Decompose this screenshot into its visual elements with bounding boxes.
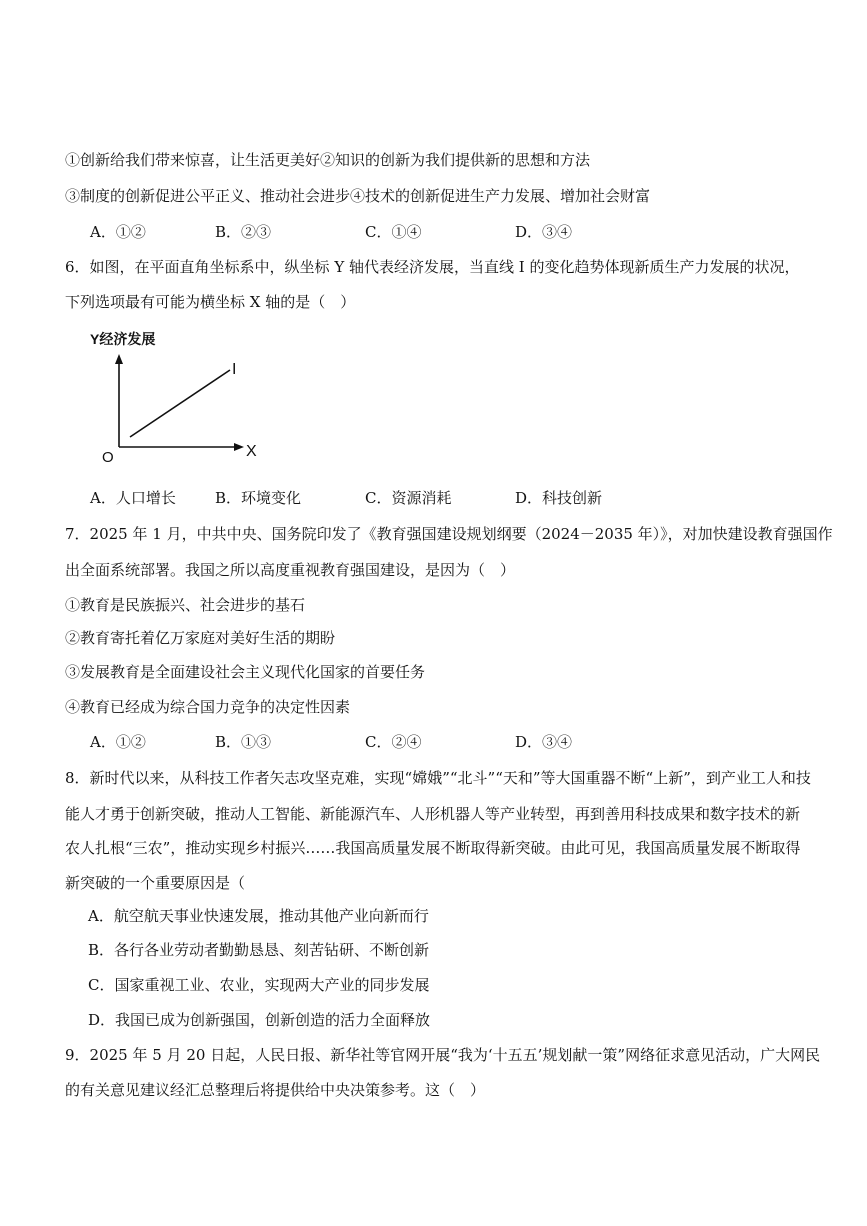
q7-option-c[interactable]: C．②④	[365, 733, 422, 751]
origin-label: O	[102, 449, 114, 466]
q5-option-b[interactable]: B．②③	[215, 223, 272, 241]
q6-option-c[interactable]: C．资源消耗	[365, 489, 452, 507]
q5-option-a[interactable]: A．①②	[90, 223, 146, 241]
q8-option-c[interactable]: C．国家重视工业、农业，实现两大产业的同步发展	[88, 976, 430, 994]
q6-stem-2: 下列选项最有可能为横坐标 X 轴的是（ ）	[65, 293, 356, 311]
q9-stem-2: 的有关意见建议经汇总整理后将提供给中央决策参考。这（ ）	[65, 1081, 486, 1099]
y-axis-arrow	[115, 354, 123, 364]
q8-stem-2: 能人才勇于创新突破，推动人工智能、新能源汽车、人形机器人等产业转型，再到善用科技成果和数字技术的新	[65, 805, 801, 823]
x-axis-label: X	[246, 443, 257, 460]
coordinate-graph	[82, 322, 282, 472]
line-i-label: I	[232, 361, 237, 378]
x-axis-arrow	[234, 443, 244, 451]
q7-option-b[interactable]: B．①③	[215, 733, 272, 751]
q6-coordinate-figure	[82, 322, 282, 472]
q5-option-c[interactable]: C．①④	[365, 223, 422, 241]
q5-statement-2: ③制度的创新促进公平正义、推动社会进步④技术的创新促进生产力发展、增加社会财富	[65, 187, 651, 205]
q9-stem-1: 9．2025 年 5 月 20 日起，人民日报、新华社等官网开展“我为‘十五五’规划献一策”网络征求意见活动，广大网民	[65, 1046, 821, 1064]
q7-stem-2: 出全面系统部署。我国之所以高度重视教育强国建设，是因为（ ）	[65, 561, 516, 579]
q6-stem-1: 6．如图，在平面直角坐标系中，纵坐标 Y 轴代表经济发展，当直线 I 的变化趋势体现新质生产力发展的状况，	[65, 258, 800, 276]
q8-stem-3: 农人扎根“三农”，推动实现乡村振兴……我国高质量发展不断取得新突破。由此可见，我国高质量发展不断取得	[65, 839, 801, 857]
q7-item-3: ③发展教育是全面建设社会主义现代化国家的首要任务	[65, 663, 426, 681]
q8-option-a[interactable]: A．航空航天事业快速发展，推动其他产业向新而行	[88, 907, 429, 925]
q7-option-a[interactable]: A．①②	[90, 733, 146, 751]
q7-item-1: ①教育是民族振兴、社会进步的基石	[65, 596, 306, 614]
q7-item-2: ②教育寄托着亿万家庭对美好生活的期盼	[65, 629, 336, 647]
q5-statement-1: ①创新给我们带来惊喜，让生活更美好②知识的创新为我们提供新的思想和方法	[65, 151, 591, 169]
q8-stem-1: 8．新时代以来，从科技工作者矢志攻坚克难，实现“嫦娥”“北斗”“天和”等大国重器不断“上新”，到产业工人和技	[65, 769, 811, 787]
q5-option-d[interactable]: D．③④	[515, 223, 573, 241]
q6-option-a[interactable]: A．人口增长	[90, 489, 176, 507]
q8-stem-4: 新突破的一个重要原因是（	[65, 874, 246, 892]
q6-option-d[interactable]: D．科技创新	[515, 489, 603, 507]
line-i	[130, 370, 230, 437]
q8-option-b[interactable]: B．各行各业劳动者勤勤恳恳、刻苦钻研、不断创新	[88, 941, 430, 959]
q8-option-d[interactable]: D．我国已成为创新强国，创新创造的活力全面释放	[88, 1011, 431, 1029]
q7-option-d[interactable]: D．③④	[515, 733, 573, 751]
q7-item-4: ④教育已经成为综合国力竞争的决定性因素	[65, 698, 351, 716]
q6-option-b[interactable]: B．环境变化	[215, 489, 302, 507]
y-axis-label: Y经济发展	[90, 331, 156, 347]
q7-stem-1: 7．2025 年 1 月，中共中央、国务院印发了《教育强国建设规划纲要（2024－2035 年）》，对加快建设教育强国作	[65, 525, 833, 543]
